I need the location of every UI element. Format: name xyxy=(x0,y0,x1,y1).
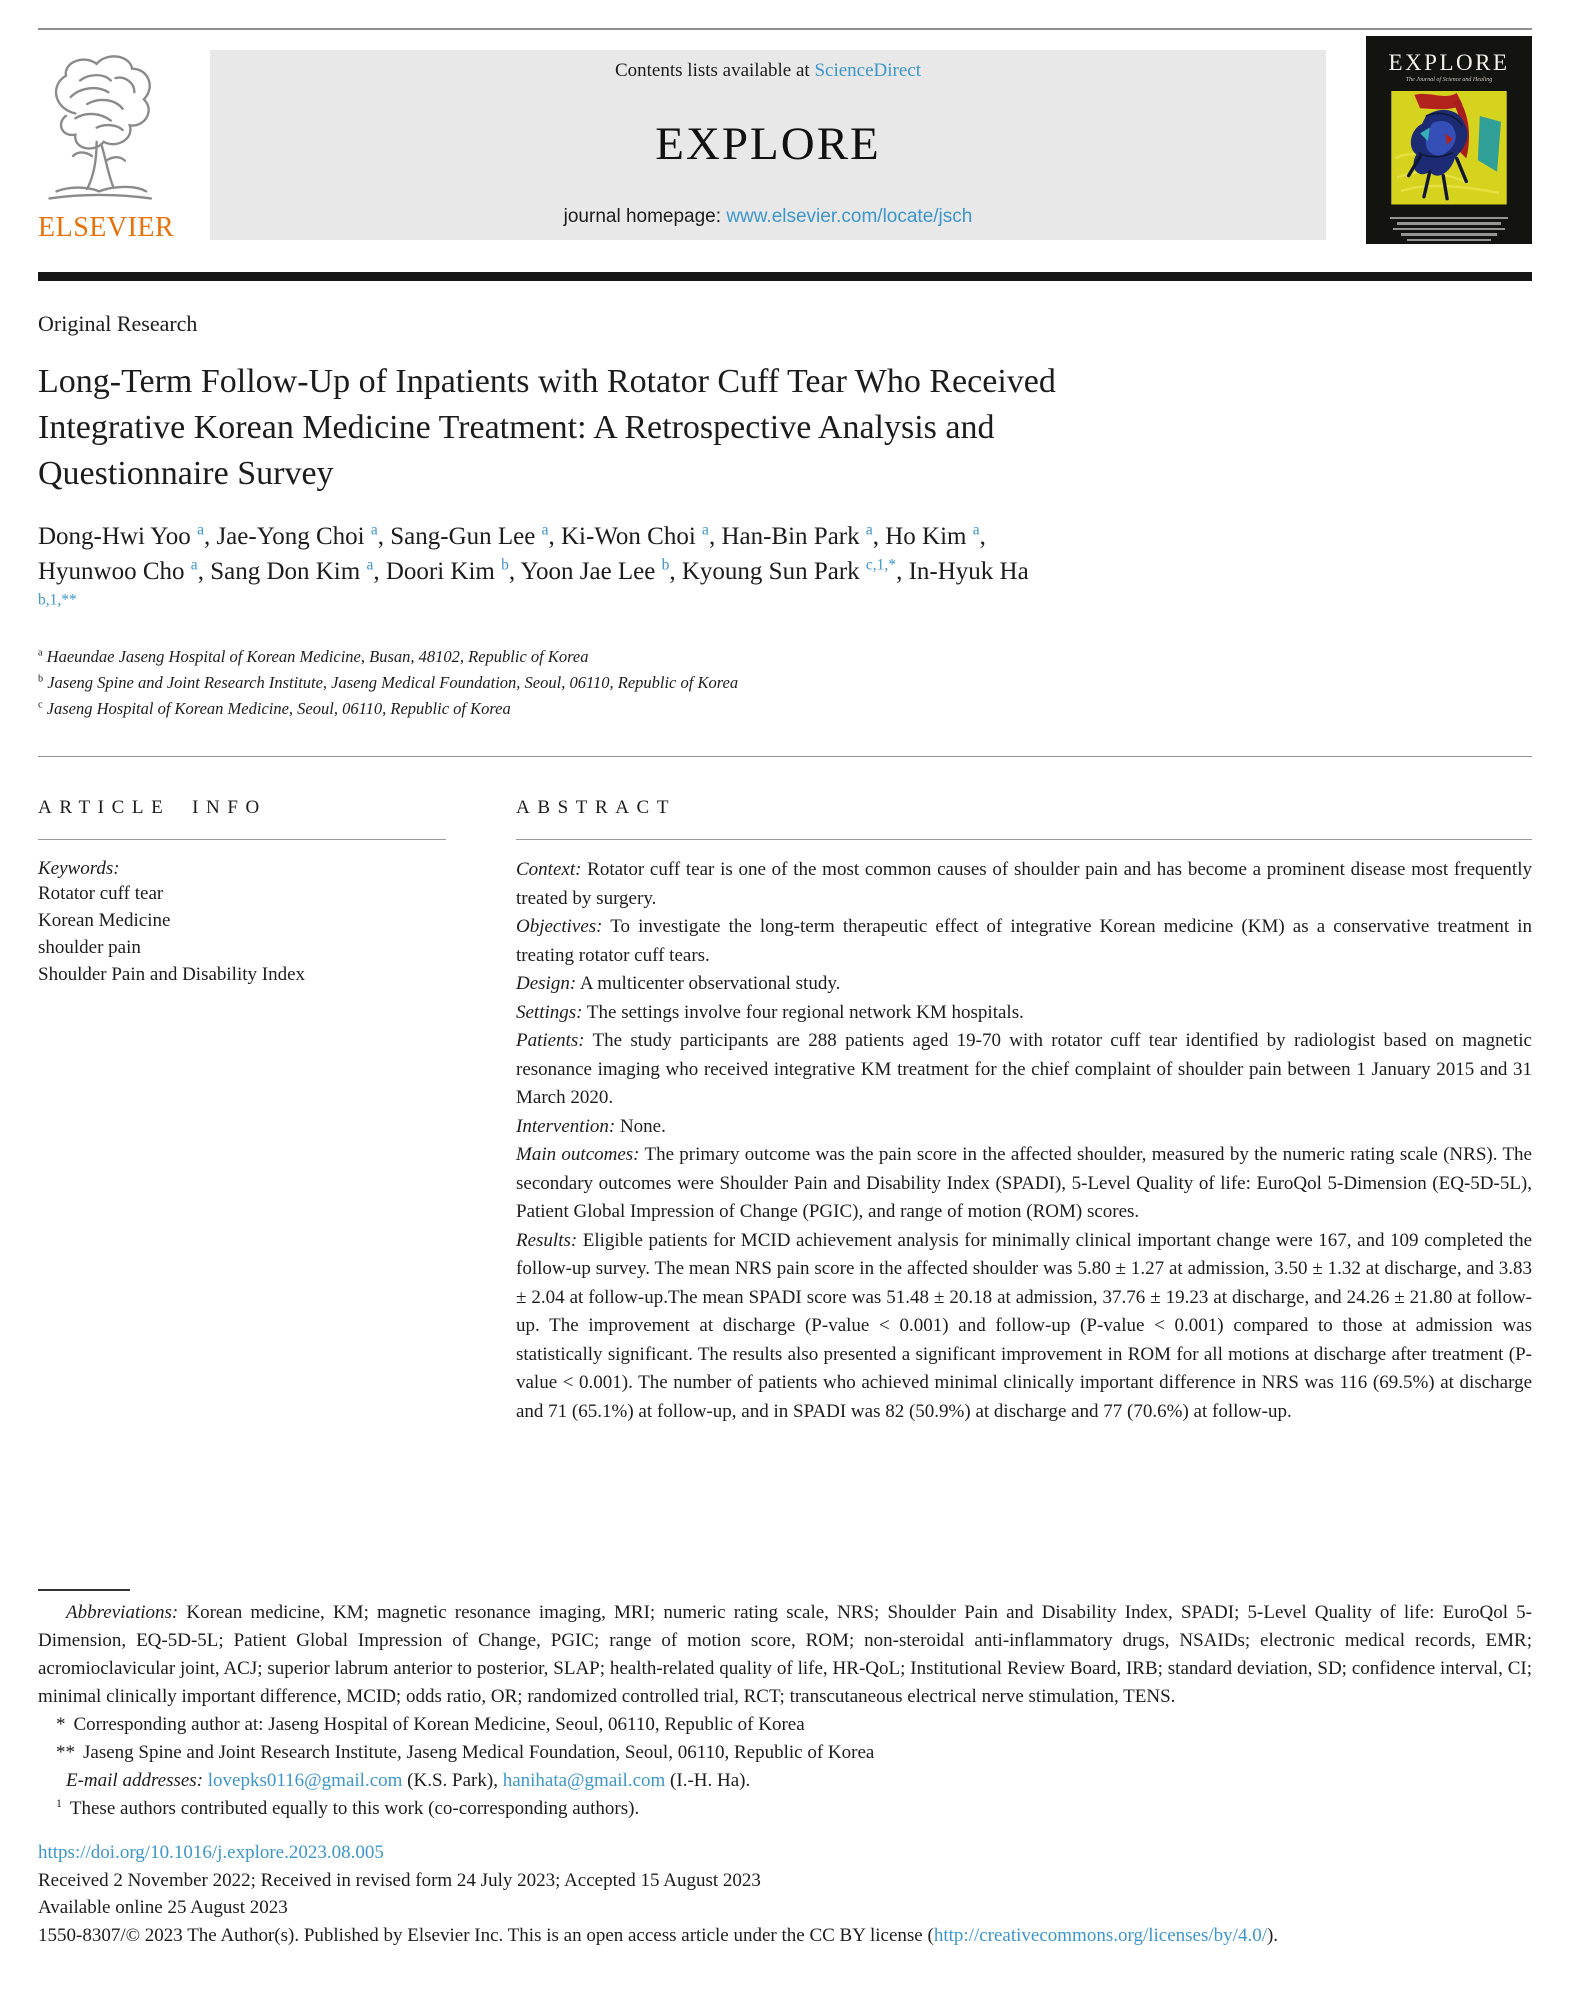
author: Doori Kim $^b$ xyxy=(385,556,509,585)
equal-contribution-note: $^1$ These authors contributed equally to this work (co-corresponding authors). xyxy=(56,1796,640,1819)
abstract-paragraph: Design: A multicenter observational study. xyxy=(516,973,841,994)
article-footer xyxy=(38,1839,1532,1949)
corresponding-author-note-2 xyxy=(38,1739,1532,1767)
cover-horse-art xyxy=(1390,91,1508,205)
homepage-prefix: journal homepage: xyxy=(563,206,727,227)
abstract-paragraph-label: Context: xyxy=(516,859,582,880)
author: Ho Kim $^a$ xyxy=(885,521,980,550)
abstract-paragraph-label: Objectives: xyxy=(516,916,603,937)
cover-smallprint xyxy=(1384,214,1514,245)
header-black-bar xyxy=(38,272,1532,281)
license-link[interactable]: http://creativecommons.org/licenses/by/4.0/ xyxy=(933,1924,1267,1946)
abstract-paragraph-label: Intervention: xyxy=(516,1115,616,1137)
email-link-1[interactable]: lovepks0116@gmail.com xyxy=(207,1770,403,1791)
abstract-paragraph: Results: Eligible patients for MCID achievement analysis for minimally clinical important change were 167, and 109 completed the follow-up survey. The mean NRS pain score in the affected shoulder was 5.80 ± 1.27 at admission, 3.50 ± 1.32 at discharge, and 3.83 ± 2.04 at follow-up.The mean SPADI score was 51.48 ± 20.18 at admission, 37.76 ± 19.23 at discharge, and 24.26 ± 21.80 at follow-up. The improvement at discharge (P-value < 0.001) and follow-up (P-value < 0.001) compared to those at admission was statistically significant. The results also presented a significant improvement in ROM for all motions at discharge after treatment (P-value < 0.001). The number of patients who achieved minimal clinically important difference in NRS was 116 (69.5%) at discharge and 71 (65.1%) at follow-up, and in SPADI was 82 (50.9%) at discharge and 77 (70.6%) at follow-up. xyxy=(516,1229,1532,1422)
copyright-prefix: 1550-8307/© 2023 The Author(s). Published by Elsevier Inc. This is an open access article under the CC BY license ( xyxy=(38,1924,934,1946)
journal-banner xyxy=(210,50,1326,240)
elsevier-wordmark: ELSEVIER xyxy=(38,212,175,243)
corresponding-author-note xyxy=(38,1711,1532,1739)
footnote-rule xyxy=(38,1589,130,1591)
abstract-paragraph-label: Patients: xyxy=(516,1030,585,1051)
copyright-line xyxy=(38,1922,1532,1950)
keyword: Rotator cuff tear xyxy=(38,883,164,904)
abstract-paragraph: Settings: The settings involve four regional network KM hospitals. xyxy=(516,1001,1024,1023)
author: Ki-Won Choi $^a$ xyxy=(561,521,709,550)
author: Kyoung Sun Park $^{c,1,*}$ xyxy=(681,556,897,585)
email-2-suffix: (I.-H. Ha). xyxy=(665,1770,751,1791)
journal-cover[interactable] xyxy=(1366,36,1532,244)
abstract-paragraph-label: Results: xyxy=(516,1229,578,1251)
author: Sang-Gun Lee $^a$ xyxy=(390,521,549,550)
equal-contribution-text: These authors contributed equally to this work (co-corresponding authors). xyxy=(69,1798,640,1819)
abstract-heading: ABSTRACT xyxy=(516,797,677,818)
info-abstract-columns xyxy=(38,797,1532,1589)
email-1-suffix: (K.S. Park), xyxy=(402,1770,503,1791)
journal-header xyxy=(38,50,1532,258)
keyword: Korean Medicine xyxy=(38,910,171,931)
abstract-rule xyxy=(516,839,1532,840)
email-addresses-line xyxy=(38,1767,1532,1795)
abbreviations-text: Korean medicine, KM; magnetic resonance imaging, MRI; numeric rating scale, NRS; Shoulder Pain and Disability Index, SPADI; 5-Level Quality of life: EuroQol 5-Dimension, EQ-5D-5L; Patient Global Impression of Change, PGIC; range of motion score, ROM; non-steroidal anti-inflammatory drugs, NSAIDs; electronic medical records, EMR; acromioclavicular joint, ACJ; superior labrum anterior to posterior, SLAP; health-related quality of life, HR-QoL; Institutional Review Board, IRB; standard deviation, SD; confidence interval, CI; minimal clinically important difference, MCID; odds ratio, OR; randomized controlled trial, RCT; transcutaneous electrical nerve stimulation, TENS. xyxy=(38,1602,1532,1707)
abstract-paragraph: Patients: The study participants are 288 patients aged 19-70 with rotator cuff tear identified by radiologist based on magnetic resonance imaging who received integrative KM treatment for the chief complaint of shoulder pain between 1 January 2015 and 31 March 2020. xyxy=(516,1030,1532,1108)
journal-name: EXPLORE xyxy=(655,118,881,170)
homepage-link[interactable]: www.elsevier.com/locate/jsch xyxy=(726,206,973,227)
contents-prefix: Contents lists available at xyxy=(614,60,815,81)
abstract-paragraph-label: Settings: xyxy=(516,1001,583,1023)
abstract-body xyxy=(516,856,1532,1426)
keyword: shoulder pain xyxy=(38,937,141,958)
keywords-label: Keywords: xyxy=(38,858,120,879)
abstract-paragraph: Main outcomes: The primary outcome was the pain score in the affected shoulder, measured by the numeric rating scale (NRS). The secondary outcomes were Shoulder Pain and Disability Index (SPADI), 5-Level Quality of life: EuroQol 5-Dimension (EQ-5D-5L), Patient Global Impression of Change (PGIC), and range of motion (ROM) scores. xyxy=(516,1144,1532,1222)
received-dates: Received 2 November 2022; Received in revised form 24 July 2023; Accepted 15 August 2023 xyxy=(38,1869,761,1891)
double-asterisk-marker: ** xyxy=(56,1742,75,1763)
author: Hyunwoo Cho $^a$ xyxy=(38,556,198,585)
affiliation: $^a$ Haeundae Jaseng Hospital of Korean Medicine, Busan, 48102, Republic of Korea xyxy=(38,647,589,666)
corresponding-author-2-text: Jaseng Spine and Joint Research Institute, Jaseng Medical Foundation, Seoul, 06110, Republic of Korea xyxy=(83,1742,875,1763)
author-list: Dong-Hwi Yoo $^a$, Jae-Yong Choi $^a$, Sang-Gun Lee $^a$, Ki-Won Choi $^a$, Han-Bin Park $^a$, Ho Kim $^a$, Hyunwoo Cho $^a$, Sang Don Kim $^a$, Doori Kim $^b$, Yoon Jae Lee $^b$, Kyoung Sun Park $^{c,1,*}$, In-Hyuk Ha $^{b,1,**}$ xyxy=(38,519,1068,624)
affiliation: $^c$ Jaseng Hospital of Korean Medicine, Seoul, 06110, Republic of Korea xyxy=(38,699,511,718)
keyword: Shoulder Pain and Disability Index xyxy=(38,964,306,985)
abstract-paragraph-label: Main outcomes: xyxy=(516,1144,640,1165)
email-label: E-mail addresses: xyxy=(66,1770,204,1791)
abstract-paragraph: Intervention: None. xyxy=(516,1115,666,1137)
asterisk-marker: * xyxy=(56,1714,66,1735)
abstract-paragraph-label: Design: xyxy=(516,973,577,994)
author: Yoon Jae Lee $^b$ xyxy=(520,556,670,585)
article-info-column xyxy=(38,797,446,988)
author: Dong-Hwi Yoo $^a$ xyxy=(38,521,204,550)
corresponding-author-text: Corresponding author at: Jaseng Hospital of Korean Medicine, Seoul, 06110, Republic of Korea xyxy=(73,1714,805,1735)
contents-line xyxy=(615,60,921,82)
article-info-heading: ARTICLE INFO xyxy=(38,797,267,818)
author: Han-Bin Park $^a$ xyxy=(721,521,873,550)
article-type: Original Research xyxy=(38,311,198,336)
section-divider xyxy=(38,756,1532,757)
affiliation-list xyxy=(38,644,1532,722)
abstract-paragraph: Objectives: To investigate the long-term therapeutic effect of integrative Korean medicine (KM) as a conservative treatment in treating rotator cuff tears. xyxy=(516,916,1532,966)
author: In-Hyuk Ha $^{b,1,**}$ xyxy=(38,558,1029,609)
sciencedirect-link[interactable]: ScienceDirect xyxy=(814,60,922,81)
author: Sang Don Kim $^a$ xyxy=(210,556,374,585)
homepage-line xyxy=(564,206,973,228)
elsevier-tree-icon xyxy=(40,50,158,210)
article-info-rule xyxy=(38,839,446,840)
elsevier-logo[interactable] xyxy=(38,50,206,258)
cover-title: EXPLORE xyxy=(1388,50,1510,75)
abbreviations-label: Abbreviations: xyxy=(66,1602,179,1623)
available-online: Available online 25 August 2023 xyxy=(38,1897,288,1918)
doi-link[interactable]: https://doi.org/10.1016/j.explore.2023.08.005 xyxy=(38,1842,384,1863)
abstract-column xyxy=(516,797,1532,1426)
article-title: Long-Term Follow-Up of Inpatients with Rotator Cuff Tear Who Received Integrative Korean Medicine Treatment: A Retrospective Analysis and Questionnaire Survey xyxy=(38,363,1056,492)
cover-subtitle: The Journal of Science and Healing xyxy=(1405,77,1493,83)
top-divider xyxy=(38,28,1532,30)
abstract-paragraph: Context: Rotator cuff tear is one of the most common causes of shoulder pain and has become a prominent disease most frequently treated by surgery. xyxy=(516,859,1532,909)
copyright-suffix: ). xyxy=(1266,1924,1279,1946)
abbreviations-paragraph xyxy=(38,1599,1532,1711)
affiliation: $^b$ Jaseng Spine and Joint Research Institute, Jaseng Medical Foundation, Seoul, 06110, Republic of Korea xyxy=(38,673,739,692)
keywords-list xyxy=(38,880,446,988)
author: Jae-Yong Choi $^a$ xyxy=(216,521,378,550)
email-link-2[interactable]: hanihata@gmail.com xyxy=(502,1770,666,1791)
